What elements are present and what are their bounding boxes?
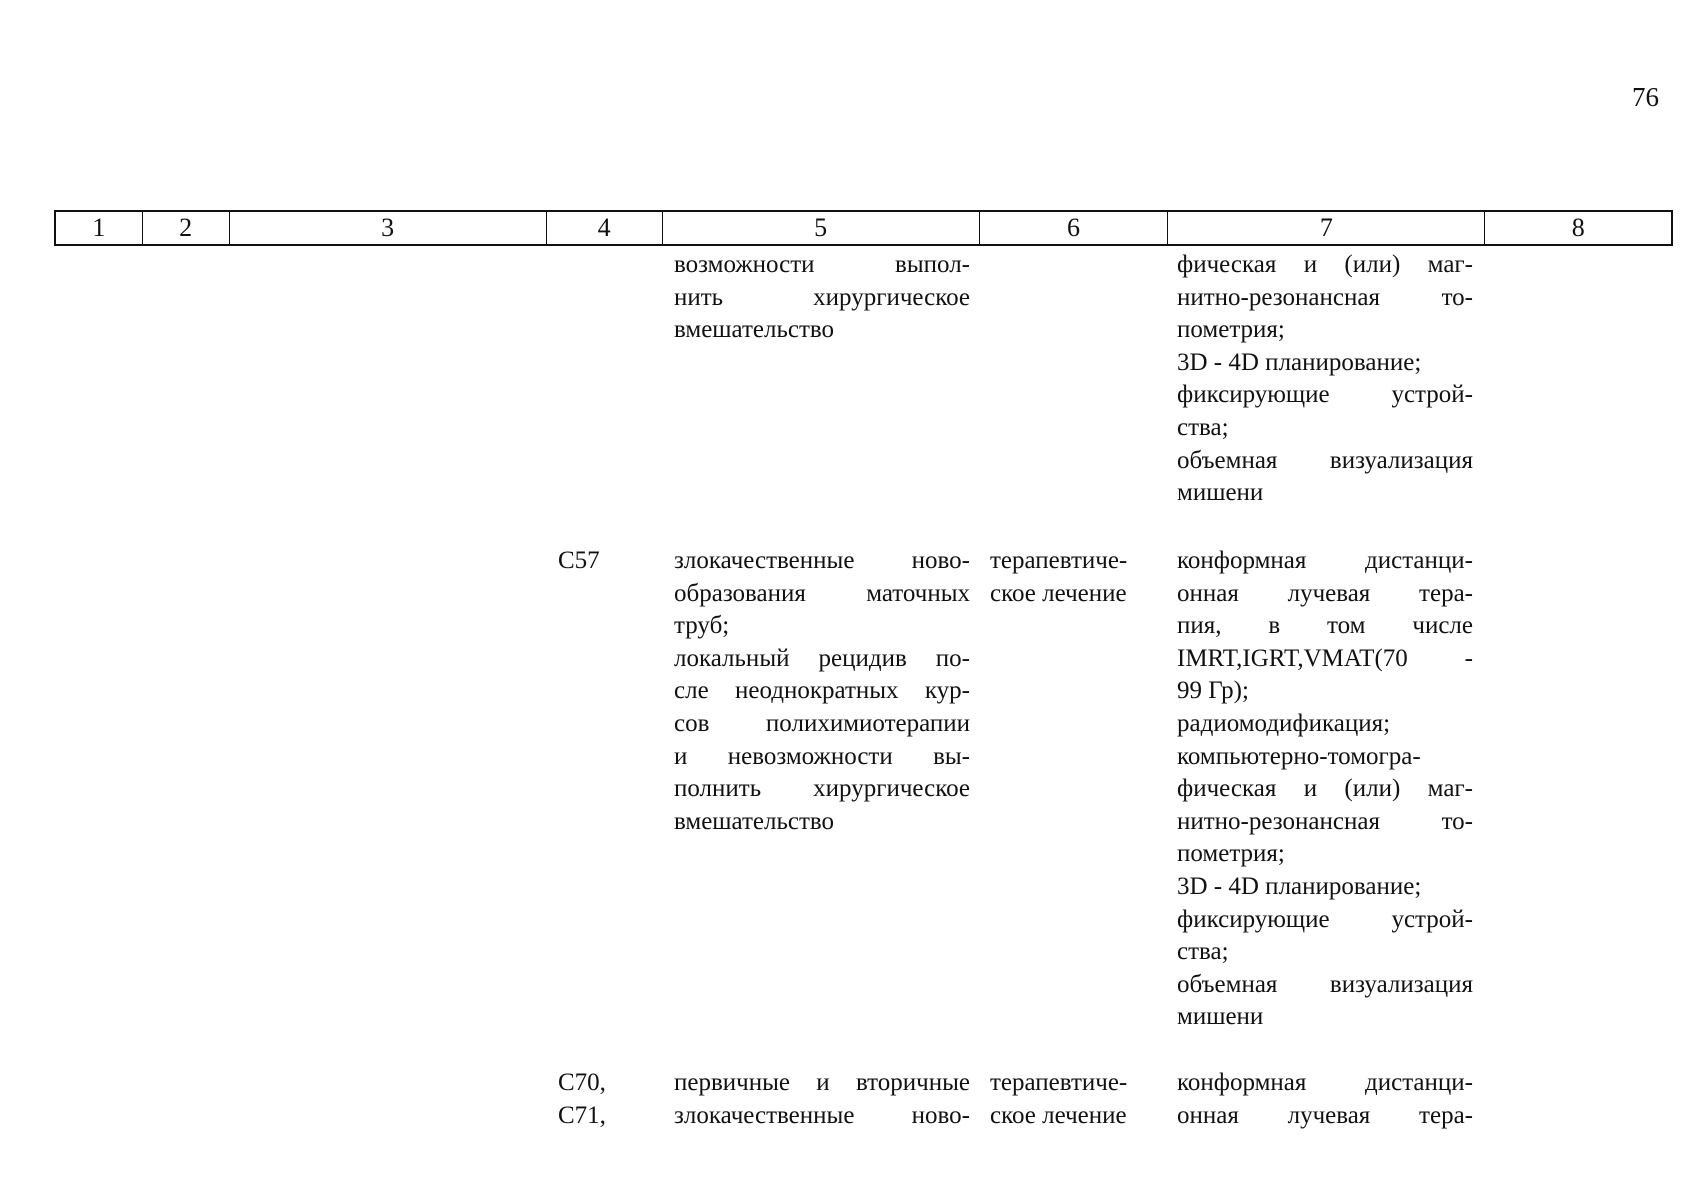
row2-col5-line: сов полихимиотерапии: [674, 709, 970, 737]
row3-col7-line: онная лучевая тера-: [1177, 1101, 1473, 1129]
row1-col7-line: нитно-резонансная то-: [1177, 283, 1473, 311]
row3-col7-text: [1177, 1067, 1473, 1132]
row2-col5-line: труб;: [674, 612, 730, 640]
row1-col5-text: [674, 249, 970, 347]
header-col-8: 8: [1571, 213, 1585, 242]
row2-col5-line: вмешательство: [674, 807, 835, 835]
header-col-5: 5: [663, 212, 980, 244]
row3-col5-line: злокачественные ново-: [674, 1101, 970, 1129]
row2-col5-line: и невозможности вы-: [674, 742, 970, 770]
row2-col7-line: 3D - 4D планирование;: [1177, 872, 1422, 900]
row2-col7-line: пия, в том числе: [1177, 612, 1473, 640]
row2-col7-line: фическая и (или) маг-: [1177, 775, 1473, 803]
header-col-4: 4: [547, 212, 663, 244]
row1-col7-line: пометрия;: [1177, 316, 1285, 344]
row2-col7-line: пометрия;: [1177, 840, 1285, 868]
row2-col7-line: объемная визуализация: [1177, 970, 1473, 998]
row2-col5-line: локальный рецидив по-: [674, 644, 970, 672]
row2-col6-text: [990, 545, 1150, 610]
icd-code: C71,: [558, 1101, 606, 1129]
row1-col7-text: [1177, 249, 1473, 510]
table-header-row: [54, 210, 1673, 246]
row2-col4-code: [558, 545, 648, 578]
row2-col7-line: радиомодификация;: [1177, 709, 1391, 737]
row2-col6-line: ское лечение: [990, 579, 1127, 607]
icd-code: C70,: [558, 1069, 606, 1096]
row1-col5-line: вмешательство: [674, 316, 835, 344]
row3-col5-text: [674, 1067, 970, 1132]
row1-col7-line: объемная визуализация: [1177, 446, 1473, 474]
header-col-2: 2: [143, 212, 230, 244]
page-number: 76: [1632, 82, 1659, 112]
row3-col6-line: терапевтиче-: [990, 1069, 1128, 1096]
row2-col5-line: злокачественные ново-: [674, 547, 970, 574]
row1-col7-line: ства;: [1177, 413, 1229, 441]
row2-col7-line: компьютерно-томогра-: [1177, 742, 1421, 770]
row1-col7-line: мишени: [1177, 479, 1264, 507]
row2-col7-line: онная лучевая тера-: [1177, 579, 1473, 607]
header-col-3: 3: [230, 212, 547, 244]
row1-col5-line: возможности выпол-: [674, 251, 970, 278]
icd-code: C57: [558, 547, 600, 574]
row2-col7-line: IMRT,IGRT,VMAT(70 -: [1177, 644, 1473, 672]
row1-col5-line: нить хирургическое: [674, 283, 970, 311]
row2-col6-line: терапевтиче-: [990, 547, 1128, 574]
row2-col5-text: [674, 545, 970, 838]
row1-col7-line: 3D - 4D планирование;: [1177, 348, 1422, 376]
row1-col7-line: фиксирующие устрой-: [1177, 381, 1473, 409]
row3-col6-line: ское лечение: [990, 1101, 1127, 1129]
row2-col7-line: ства;: [1177, 938, 1229, 966]
row2-col7-line: 99 Гр);: [1177, 677, 1249, 705]
header-col-6: 6: [980, 212, 1169, 244]
row2-col7-line: мишени: [1177, 1003, 1264, 1031]
row2-col5-line: сле неоднократных кур-: [674, 677, 970, 705]
row2-col7-line: конформная дистанци-: [1177, 547, 1473, 574]
row3-col7-line: конформная дистанци-: [1177, 1069, 1473, 1096]
row3-col6-text: [990, 1067, 1150, 1132]
row1-col7-line: фическая и (или) маг-: [1177, 251, 1473, 278]
row2-col7-line: нитно-резонансная то-: [1177, 807, 1473, 835]
row2-col5-line: полнить хирургическое: [674, 775, 970, 803]
row3-col4-code: [558, 1067, 648, 1132]
header-col-1: 1: [56, 212, 143, 244]
row2-col5-line: образования маточных: [674, 579, 970, 607]
header-col-7: 7: [1168, 212, 1485, 244]
row2-col7-line: фиксирующие устрой-: [1177, 905, 1473, 933]
row2-col7-text: [1177, 545, 1473, 1034]
row3-col5-line: первичные и вторичные: [674, 1069, 970, 1096]
